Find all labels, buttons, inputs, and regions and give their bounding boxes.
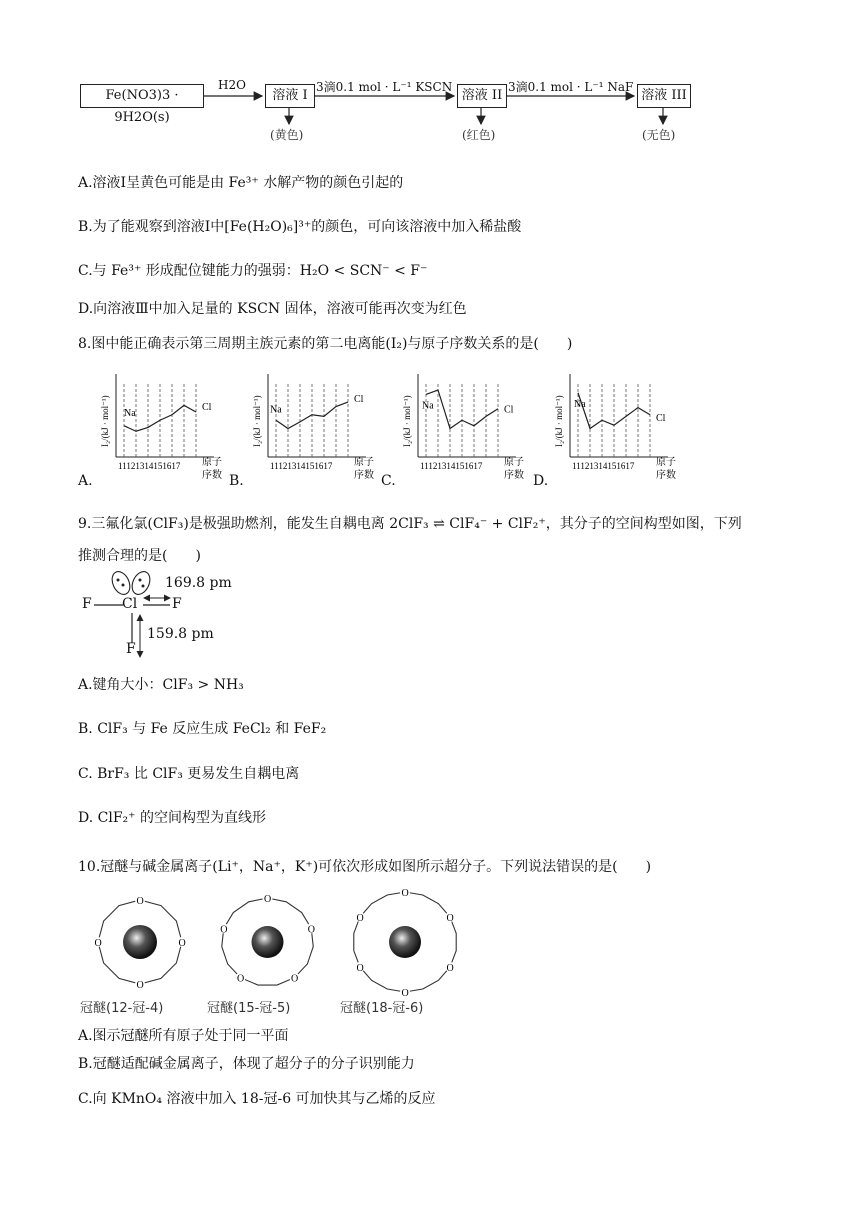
q8-label-b: B. (229, 473, 244, 489)
flow-arrow3-label: 3滴0.1 mol · L⁻¹ NaF (508, 80, 634, 94)
cl-label: Cl (504, 404, 514, 416)
x-tick-labels: 11121314151617 (118, 461, 181, 471)
crown-caption-18-6: 冠醚(18-冠-6) (340, 1001, 424, 1016)
clf3-cl-center: Cl (122, 596, 138, 612)
q10-option-b: B.冠醚适配碱金属离子，体现了超分子的分子识别能力 (78, 1056, 415, 1072)
oxygen-label: O (356, 913, 364, 924)
q8-chart-a (96, 372, 226, 492)
oxygen-label: O (356, 963, 364, 974)
x-axis-label: 序数 (656, 470, 676, 481)
crown-caption-15-5: 冠醚(15-冠-5) (207, 1001, 291, 1016)
flow-color-2: (红色) (462, 128, 496, 142)
q9-stem-line2: 推测合理的是( ) (78, 548, 201, 564)
cl-label: Cl (202, 402, 212, 413)
flow-arrow2-label: 3滴0.1 mol · L⁻¹ KSCN (316, 80, 453, 94)
clf3-length-equatorial: 159.8 pm (147, 626, 214, 642)
crown-caption-12-4: 冠醚(12-冠-4) (80, 1001, 164, 1016)
q8-chart-b (248, 372, 378, 492)
y-axis-label: I₂/(kJ · mol⁻¹) (554, 395, 564, 447)
na-label: Na (422, 400, 434, 412)
flow-color-1: (黄色) (270, 128, 304, 142)
x-tick-labels: 11121314151617 (270, 461, 333, 471)
crown-ether-svg (0, 882, 480, 1002)
y-axis-label: I₂/(kJ · mol⁻¹) (252, 395, 262, 447)
q8-label-c: C. (381, 473, 396, 489)
x-axis-label: 原子 (202, 457, 222, 468)
clf3-f-left: F (82, 596, 92, 612)
x-axis-label: 原子 (504, 457, 524, 468)
q10-option-a: A.图示冠醚所有原子处于同一平面 (78, 1028, 289, 1044)
na-label: Na (124, 407, 136, 419)
metal-ion-sphere (389, 926, 421, 958)
y-axis-label: I₂/(kJ · mol⁻¹) (402, 395, 412, 447)
flow-solution-2-box: 溶液 II (457, 84, 507, 108)
x-axis-label: 序数 (354, 470, 374, 481)
na-label: Na (270, 404, 282, 416)
flow-solution-3-box: 溶液 III (637, 84, 691, 108)
oxygen-label: O (178, 938, 186, 949)
oxygen-label: O (236, 973, 245, 985)
flow-solution-1-box: 溶液 I (265, 84, 315, 108)
oxygen-label: O (446, 913, 454, 924)
metal-ion-sphere (252, 926, 284, 958)
q8-label-a: A. (78, 473, 93, 489)
oxygen-label: O (220, 924, 228, 936)
oxygen-label: O (401, 888, 409, 899)
q9-option-c: C. BrF₃ 比 ClF₃ 更易发生自耦电离 (78, 766, 300, 782)
clf3-f-right: F (172, 596, 182, 612)
metal-ion-sphere (123, 925, 157, 959)
q7-option-b: B.为了能观察到溶液Ⅰ中[Fe(H₂O)₆]³⁺的颜色，可向该溶液中加入稀盐酸 (78, 219, 522, 235)
cl-label: Cl (656, 412, 666, 424)
q8-chart-c (398, 372, 528, 492)
q9-stem-line1: 9.三氟化氯(ClF₃)是极强助燃剂，能发生自耦电离 2ClF₃ ⇌ ClF₄⁻ + ClF₂⁺，其分子的空间构型如图，下列 (78, 516, 742, 532)
flow-arrows (0, 0, 860, 140)
q7-option-a: A.溶液Ⅰ呈黄色可能是由 Fe³⁺ 水解产物的颜色引起的 (78, 175, 404, 191)
x-axis-label: 序数 (202, 470, 222, 481)
clf3-f-bottom: F (126, 641, 136, 657)
q7-option-c: C.与 Fe³⁺ 形成配位键能力的强弱：H₂O < SCN⁻ < F⁻ (78, 263, 428, 279)
oxygen-label: O (446, 963, 454, 974)
oxygen-label: O (307, 924, 315, 936)
cl-label: Cl (354, 394, 364, 406)
y-axis-label: I₂/(kJ · mol⁻¹) (100, 395, 110, 447)
oxygen-label: O (136, 896, 144, 907)
q8-chart-d (550, 372, 680, 492)
flow-color-3: (无色) (642, 128, 676, 142)
flow-arrow1-label: H2O (218, 78, 246, 92)
q8-label-d: D. (533, 473, 549, 489)
q9-option-d: D. ClF₂⁺ 的空间构型为直线形 (78, 810, 266, 826)
q10-option-c: C.向 KMnO₄ 溶液中加入 18-冠-6 可加快其与乙烯的反应 (78, 1091, 436, 1107)
oxygen-label: O (291, 973, 299, 985)
q10-stem: 10.冠醚与碱金属离子(Li⁺，Na⁺，K⁺)可依次形成如图所示超分子。下列说法错误的是( ) (78, 859, 652, 875)
q9-option-a: A.键角大小：ClF₃ > NH₃ (78, 677, 244, 693)
q9-option-b: B. ClF₃ 与 Fe 反应生成 FeCl₂ 和 FeF₂ (78, 721, 327, 737)
x-axis-label: 序数 (504, 470, 524, 481)
oxygen-label: O (264, 894, 272, 905)
x-axis-label: 原子 (354, 457, 374, 468)
x-tick-labels: 11121314151617 (572, 461, 635, 471)
x-tick-labels: 11121314151617 (420, 461, 483, 471)
na-label: Na (574, 398, 586, 410)
oxygen-label: O (401, 988, 409, 999)
q8-stem: 8.图中能正确表示第三周期主族元素的第二电离能(I₂)与原子序数关系的是( ) (78, 336, 573, 352)
x-axis-label: 原子 (656, 457, 676, 468)
oxygen-label: O (136, 980, 144, 991)
clf3-length-axial: 169.8 pm (165, 575, 232, 591)
q7-option-d: D.向溶液Ⅲ中加入足量的 KSCN 固体，溶液可能再次变为红色 (78, 301, 467, 317)
oxygen-label: O (94, 938, 102, 949)
flow-start-box: Fe(NO3)3 · 9H2O(s) (80, 84, 204, 108)
